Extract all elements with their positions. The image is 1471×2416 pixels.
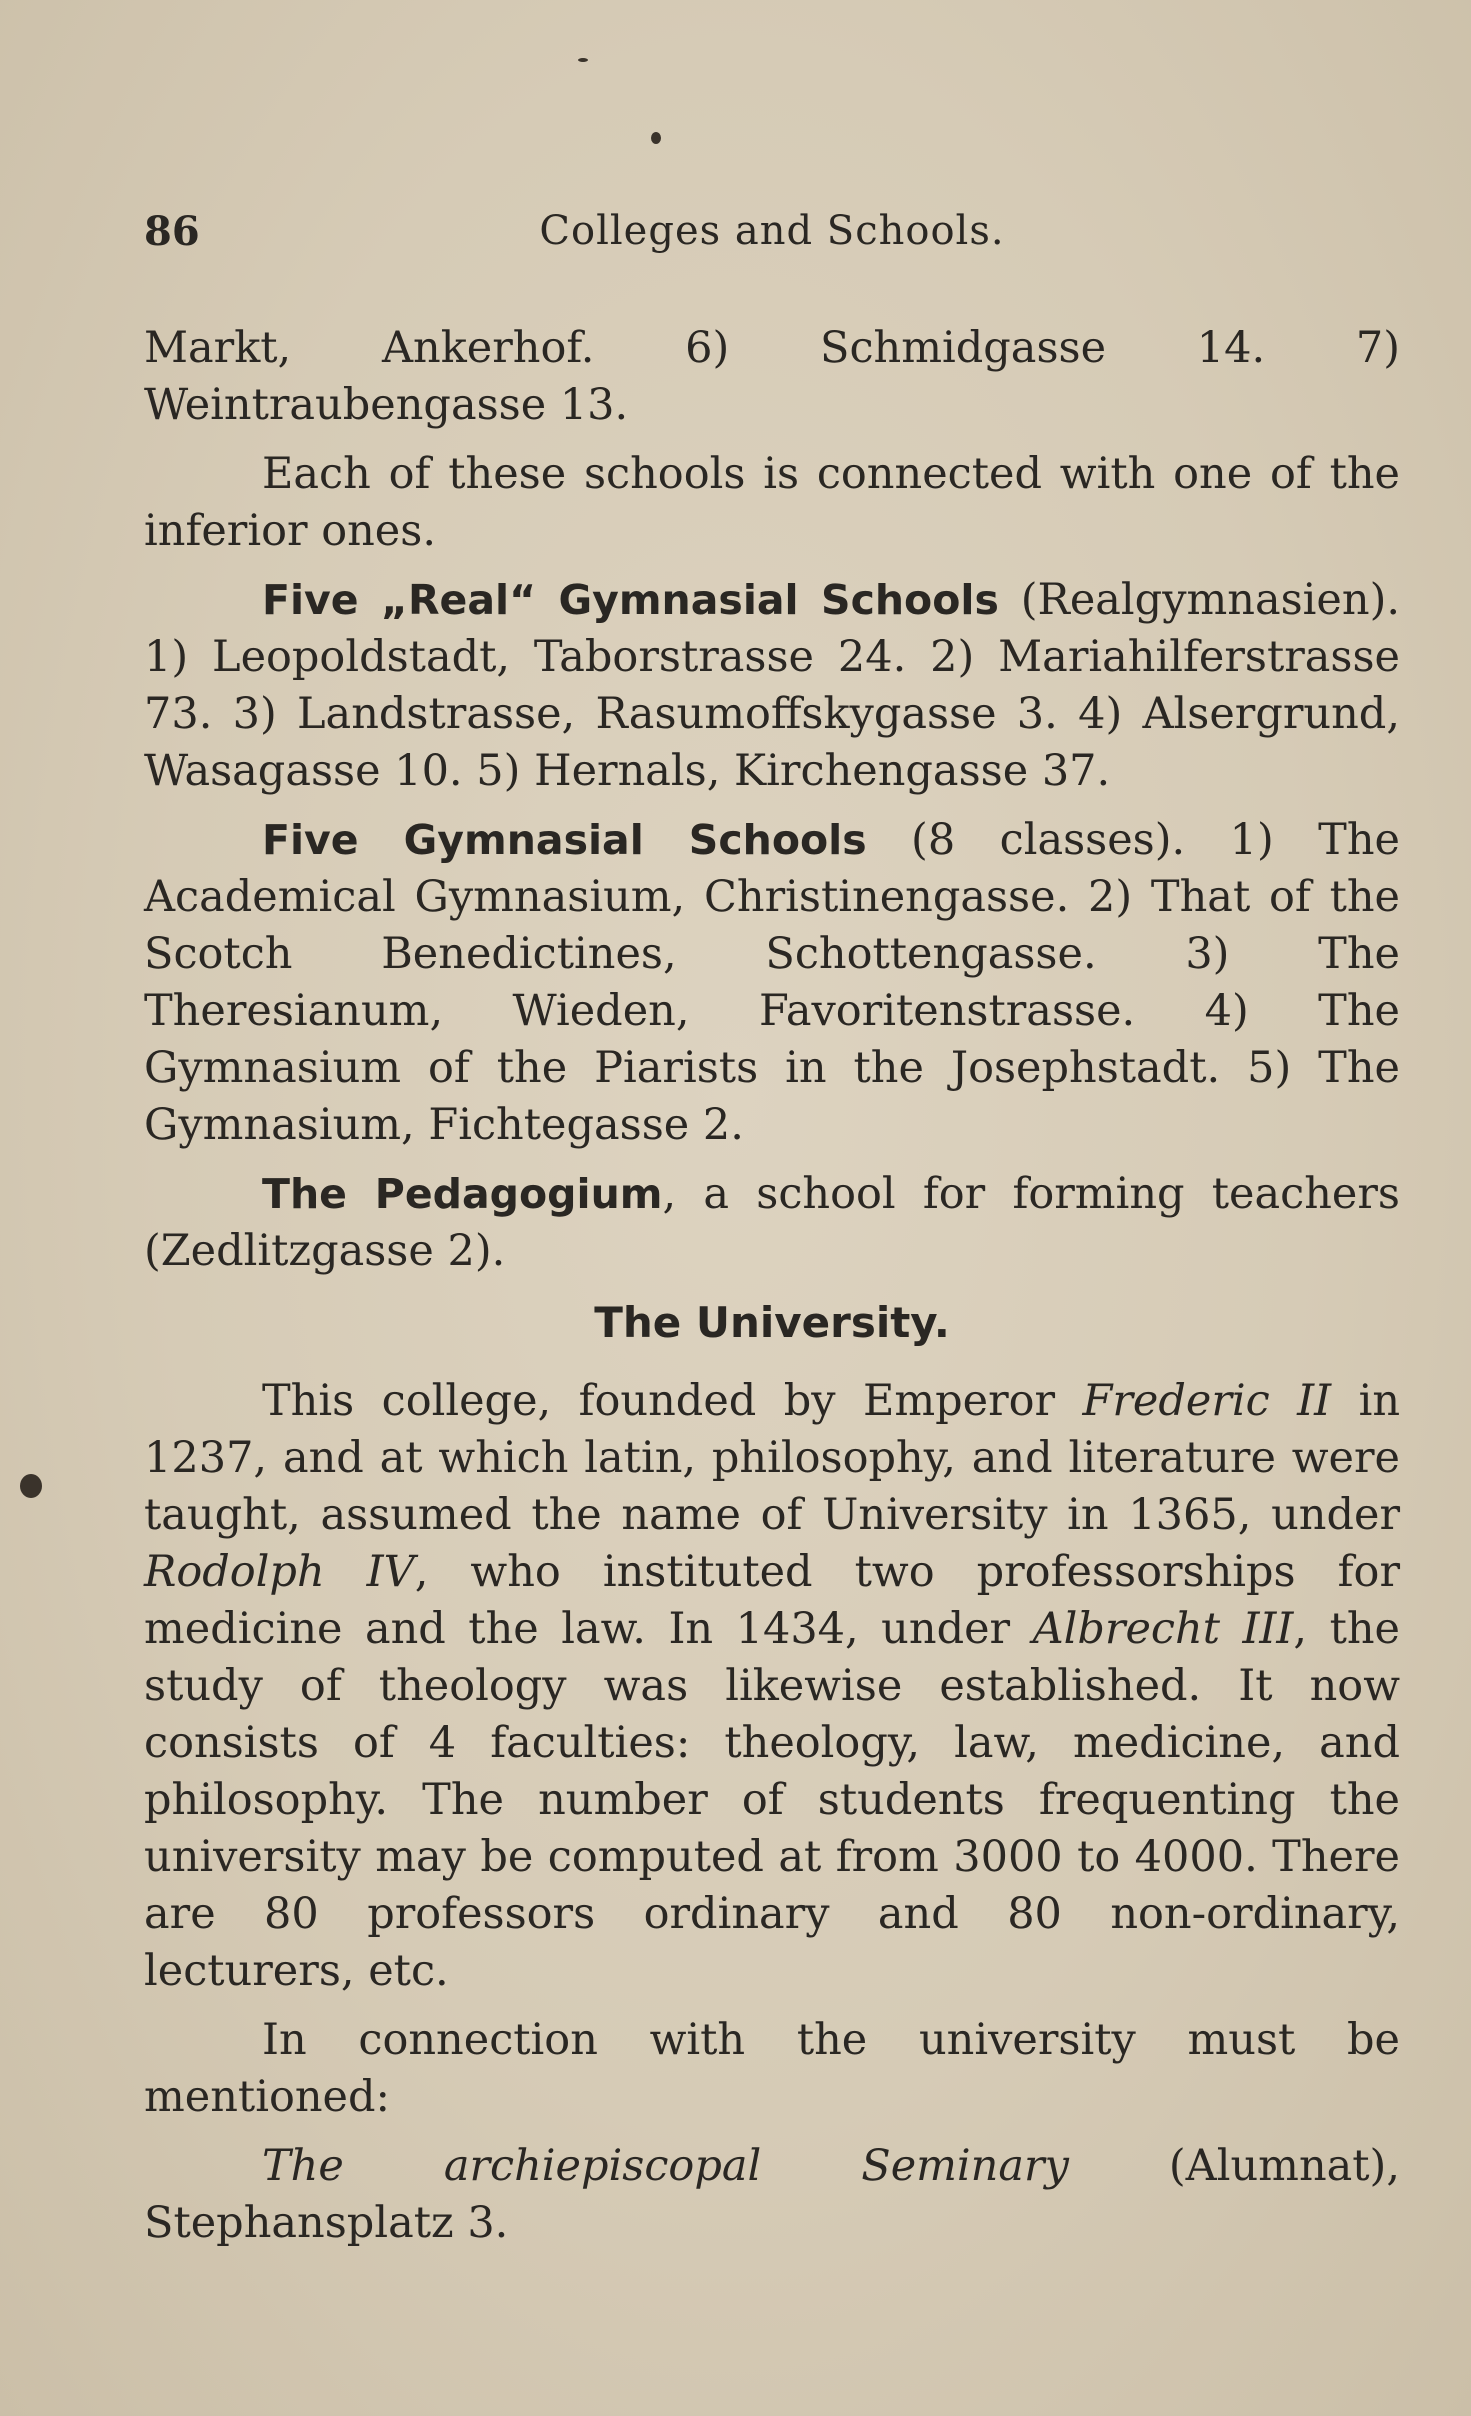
paragraph-connection: In connection with the university must be mentioned: xyxy=(144,2015,1400,2122)
ink-speck xyxy=(20,1474,42,1498)
paragraph-real-gymnasial: Five „Real“ Gymnasial Schools (Realgymnasien). 1) Leopoldstadt, Taborstrasse 24. 2) Mariahilferstrasse 73. 3) Landstrasse, Rasumoffskygasse 3. 4) Alsergrund, Wasagasse 10. 5) Hernals, Kirchengasse 37. xyxy=(144,575,1401,796)
paragraph-pedagogium: The Pedagogium, a school for forming teachers (Zedlitzgasse 2). xyxy=(144,1169,1400,1276)
pedagogium-heading: The Pedagogium xyxy=(262,1170,663,1218)
page-body xyxy=(144,320,1400,2264)
seminary-name: The archiepiscopal Seminary xyxy=(262,2141,1069,2191)
page-header xyxy=(144,208,1400,258)
page-number: 86 xyxy=(144,208,200,255)
albrecht-name: Albrecht III xyxy=(1032,1604,1294,1654)
paragraph-university: This college, founded by Emperor Frederic II in 1237, and at which latin, philosophy, and literature were taught, assumed the name of University in 1365, under Rodolph IV, who instituted two professorships for medicine and the law. In 1434, under Albrecht III, the study of theology was likewise established. It now consists of 4 faculties: theology, law, medicine, and philosophy. The number of students frequenting the university may be computed at from 3000 to 4000. There are 80 professors ordinary and 80 non-ordinary, lecturers, etc. xyxy=(144,1376,1401,1996)
paragraph-gymnasial: Five Gymnasial Schools (8 classes). 1) The Academical Gymnasium, Christinengasse. 2) That of the Scotch Benedictines, Schottengasse. 3) The Theresianum, Wieden, Favoritenstrasse. 4) The Gymnasium of the Piarists in the Josephstadt. 5) The Gymnasium, Fichtegasse 2. xyxy=(144,815,1401,1150)
emperor-name: Frederic II xyxy=(1082,1376,1332,1426)
paragraph-schools-continued: Markt, Ankerhof. 6) Schmidgasse 14. 7) Weintraubengasse 13. xyxy=(144,323,1400,430)
rodolph-name: Rodolph IV xyxy=(144,1547,415,1597)
paragraph-inferior-schools: Each of these schools is connected with one of the inferior ones. xyxy=(144,449,1400,556)
gymnasial-heading: Five Gymnasial Schools xyxy=(262,816,867,864)
ink-speck xyxy=(651,132,661,144)
paragraph-seminary: The archiepiscopal Seminary (Alumnat), Stephansplatz 3. xyxy=(144,2141,1400,2248)
section-heading-university: The University. xyxy=(594,1298,950,1347)
ink-speck xyxy=(578,58,588,62)
running-head: Colleges and Schools. xyxy=(539,208,1005,254)
real-gymnasial-heading: Five „Real“ Gymnasial Schools xyxy=(262,576,999,624)
